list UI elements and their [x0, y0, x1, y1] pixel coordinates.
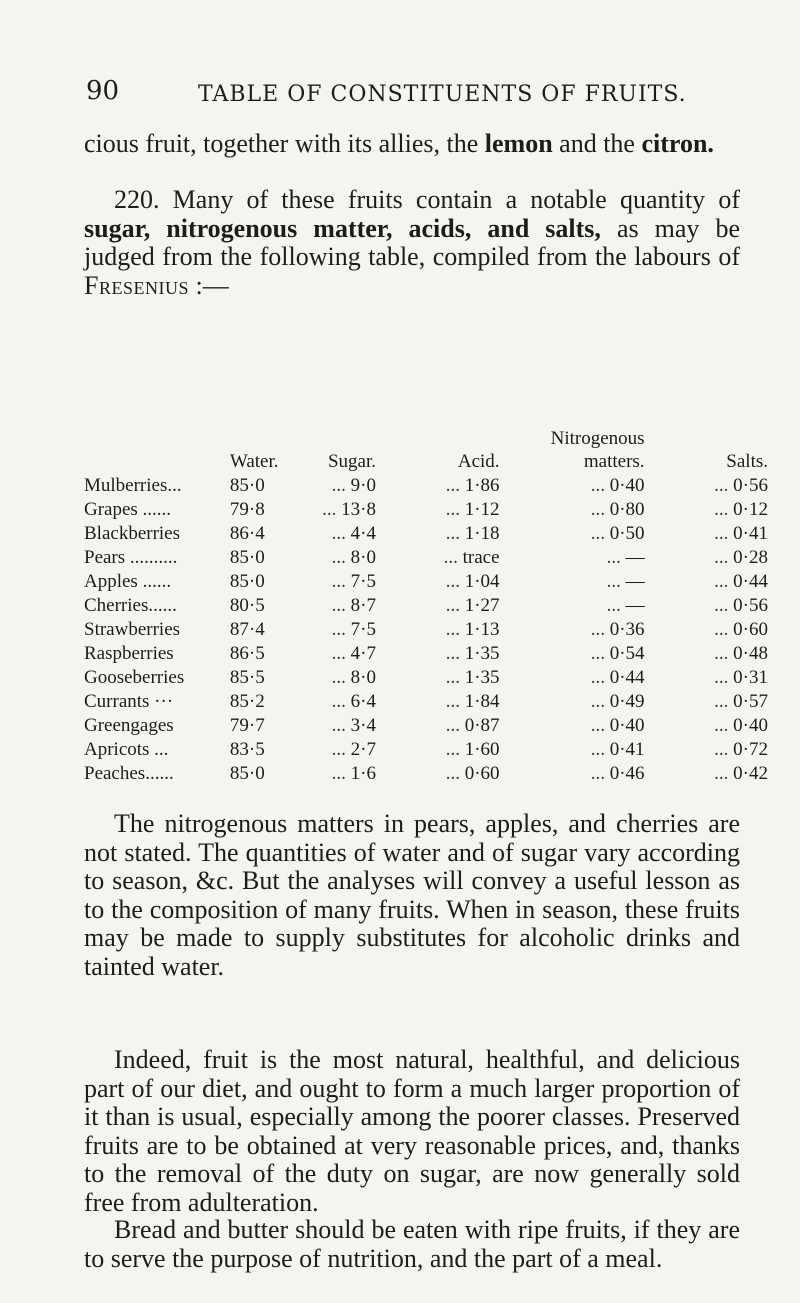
leader-dots: ... [714, 643, 734, 664]
leader-dots: ... [590, 643, 610, 664]
header-salts: Salts. [726, 451, 768, 472]
table-row [84, 762, 770, 786]
row-acid: ... trace [443, 547, 500, 568]
row-nitro: ... 0·44 [590, 667, 645, 688]
row-sugar: ... 1·6 [331, 763, 376, 784]
table-row [84, 570, 770, 594]
row-nitro: ... — [606, 595, 645, 616]
row-nitro: ... 0·54 [590, 643, 645, 664]
leader-dots: ... [445, 667, 465, 688]
row-sugar: ... 6·4 [331, 691, 376, 712]
row-name: Strawberries [84, 619, 181, 640]
row-salts: ... 0·12 [714, 499, 768, 520]
leader-dots: ... [590, 691, 610, 712]
row-water: 85·0 [229, 571, 265, 592]
leader-dots: ... [590, 715, 610, 736]
p2-text-c: :— [188, 270, 229, 300]
p2-author: Fresenius [84, 270, 189, 300]
row-sugar: ... 7·5 [331, 571, 376, 592]
leader-dots: ... [331, 619, 351, 640]
row-sugar: ... 9·0 [331, 475, 376, 496]
p2-text-a: 220. Many of these fruits contain a notable quantity of [114, 185, 740, 214]
leader-dots: ... [714, 667, 734, 688]
leader-dots: ... [445, 499, 465, 520]
leader-dots: ... [331, 715, 351, 736]
row-name: Currants ··· [84, 691, 174, 712]
row-name: Blackberries [84, 523, 181, 544]
row-acid: ... 1·84 [445, 691, 500, 712]
row-nitro: ... 0·49 [590, 691, 645, 712]
leader-dots: ... [445, 715, 465, 736]
leader-dots: ... [331, 475, 351, 496]
table-row [84, 738, 770, 762]
row-water: 86·5 [229, 643, 265, 664]
row-salts: ... 0·48 [714, 643, 768, 664]
leader-dots: ... [590, 763, 610, 784]
row-acid: ... 0·87 [445, 715, 500, 736]
leader-dots: ... [606, 595, 626, 616]
leader-dots: ... [322, 499, 342, 520]
header-water: Water. [229, 451, 279, 472]
leader-dots: ... [331, 667, 351, 688]
leader-dots: ... [331, 523, 351, 544]
fruit-constituents-table [84, 428, 770, 786]
p1-bold-lemon: lemon [484, 129, 553, 158]
table-row [84, 474, 770, 498]
row-nitro: ... 0·40 [590, 715, 645, 736]
row-sugar: ... 8·0 [331, 667, 376, 688]
row-acid: ... 1·04 [445, 571, 500, 592]
row-name: Pears .......... [84, 547, 178, 568]
row-nitro: ... — [606, 571, 645, 592]
paragraph-3: The nitrogenous matters in pears, apples, and cherries are not stated. The quantities of water and of sugar vary according to season, &c. But the analyses will convey a useful lesson as to the composition of many fruits. When in season, these fruits may be made to supply substitutes for alcoholic drinks and tainted water. [84, 809, 740, 981]
header-nitrogenous: Nitrogenous [550, 428, 645, 449]
row-name: Mulberries... [84, 475, 182, 496]
row-sugar: ... 3·4 [331, 715, 376, 736]
row-salts: ... 0·44 [714, 571, 768, 592]
leader-dots: ... [714, 739, 734, 760]
row-nitro: ... 0·50 [590, 523, 645, 544]
row-salts: ... 0·41 [714, 523, 768, 544]
table-row [84, 498, 770, 522]
row-name: Gooseberries [84, 667, 185, 688]
p1-bold-citron: citron. [641, 129, 714, 158]
leader-dots: ... [714, 763, 734, 784]
row-salts: ... 0·57 [714, 691, 768, 712]
table-row [84, 714, 770, 738]
leader-dots: ... [590, 667, 610, 688]
leader-dots: ... [714, 715, 734, 736]
row-salts: ... 0·60 [714, 619, 768, 640]
header-sugar: Sugar. [327, 451, 376, 472]
row-salts: ... 0·56 [714, 595, 768, 616]
paragraph-1 [84, 130, 740, 159]
table-row [84, 546, 770, 570]
leader-dots: ... [714, 499, 734, 520]
leader-dots: ... [331, 643, 351, 664]
leader-dots: ... [445, 763, 465, 784]
leader-dots: ... [714, 595, 734, 616]
running-title: TABLE OF CONSTITUENTS OF FRUITS. [198, 82, 687, 107]
table-row [84, 666, 770, 690]
row-water: 85·2 [229, 691, 265, 712]
leader-dots: ... [331, 571, 351, 592]
row-name: Raspberries [84, 643, 174, 664]
leader-dots: ... [590, 619, 610, 640]
row-acid: ... 1·13 [445, 619, 500, 640]
row-salts: ... 0·40 [714, 715, 768, 736]
row-acid: ... 1·35 [445, 643, 500, 664]
row-nitro: ... 0·41 [590, 739, 645, 760]
row-acid: ... 1·18 [445, 523, 500, 544]
row-name: Apples ...... [84, 571, 172, 592]
leader-dots: ... [714, 571, 734, 592]
leader-dots: ... [445, 619, 465, 640]
row-water: 83·5 [229, 739, 265, 760]
row-acid: ... 0·60 [445, 763, 500, 784]
leader-dots: ... [445, 643, 465, 664]
leader-dots: ... [331, 547, 351, 568]
leader-dots: ... [606, 571, 626, 592]
header-matters: matters. [583, 451, 645, 472]
row-salts: ... 0·72 [714, 739, 768, 760]
leader-dots: ... [714, 523, 734, 544]
paragraph-5: Bread and butter should be eaten with ripe fruits, if they are to serve the purpose of nutrition, and the part of a meal. [84, 1215, 740, 1273]
leader-dots: ... [331, 691, 351, 712]
row-name: Greengages [84, 715, 174, 736]
leader-dots: ... [590, 739, 610, 760]
row-acid: ... 1·27 [445, 595, 500, 616]
leader-dots: ... [331, 739, 351, 760]
leader-dots: ... [606, 547, 626, 568]
row-nitro: ... 0·80 [590, 499, 645, 520]
row-salts: ... 0·31 [714, 667, 768, 688]
table-row [84, 522, 770, 546]
row-acid: ... 1·12 [445, 499, 500, 520]
leader-dots: ... [445, 571, 465, 592]
leader-dots: ... [714, 547, 734, 568]
leader-dots: ... [714, 619, 734, 640]
row-salts: ... 0·42 [714, 763, 768, 784]
row-water: 80·5 [229, 595, 265, 616]
row-water: 85·0 [229, 475, 265, 496]
row-salts: ... 0·28 [714, 547, 768, 568]
table-row [84, 642, 770, 666]
table-row [84, 618, 770, 642]
row-sugar: ... 4·4 [331, 523, 376, 544]
row-water: 85·0 [229, 547, 265, 568]
p2-text-b: as may be judged from the following table, compiled from the labours of [84, 213, 740, 271]
leader-dots: ... [714, 691, 734, 712]
row-sugar: ... 13·8 [322, 499, 376, 520]
leader-dots: ... [714, 475, 734, 496]
leader-dots: ... [331, 595, 351, 616]
p1-text-b: and the [552, 129, 642, 158]
row-nitro: ... 0·36 [590, 619, 645, 640]
row-nitro: ... 0·40 [590, 475, 645, 496]
row-acid: ... 1·86 [445, 475, 500, 496]
row-sugar: ... 7·5 [331, 619, 376, 640]
row-sugar: ... 2·7 [331, 739, 376, 760]
row-sugar: ... 4·7 [331, 643, 376, 664]
row-name: Cherries...... [84, 595, 177, 616]
p2-bold-constituents: sugar, nitrogenous matter, acids, and salts, [84, 213, 601, 243]
row-nitro: ... — [606, 547, 645, 568]
row-acid: ... 1·35 [445, 667, 500, 688]
leader-dots: ... [443, 547, 463, 568]
row-water: 86·4 [229, 523, 265, 544]
row-water: 85·5 [229, 667, 265, 688]
row-sugar: ... 8·7 [331, 595, 376, 616]
leader-dots: ... [445, 523, 465, 544]
row-water: 79·8 [229, 499, 265, 520]
row-name: Grapes ...... [84, 499, 172, 520]
row-acid: ... 1·60 [445, 739, 500, 760]
leader-dots: ... [445, 475, 465, 496]
leader-dots: ... [590, 499, 610, 520]
p1-text-a: cious fruit, together with its allies, the [84, 129, 485, 158]
table-row [84, 594, 770, 618]
header-acid: Acid. [457, 451, 500, 472]
row-water: 87·4 [229, 619, 265, 640]
leader-dots: ... [445, 691, 465, 712]
row-water: 85·0 [229, 763, 265, 784]
table-row [84, 690, 770, 714]
leader-dots: ... [331, 763, 351, 784]
row-water: 79·7 [229, 715, 265, 736]
leader-dots: ... [590, 475, 610, 496]
row-name: Apricots ... [84, 739, 169, 760]
leader-dots: ... [590, 523, 610, 544]
row-nitro: ... 0·46 [590, 763, 645, 784]
page-number: 90 [86, 76, 120, 106]
paragraph-4: Indeed, fruit is the most natural, healthful, and delicious part of our diet, and ought to form a much larger proportion of it than is usual, especially among the poorer classes. Preserved fruits are to be obtained at very reasonable prices, and, thanks to the removal of the duty on sugar, are now generally sold free from adulteration. [84, 1045, 740, 1217]
row-salts: ... 0·56 [714, 475, 768, 496]
paragraph-2 [84, 186, 740, 300]
leader-dots: ... [445, 595, 465, 616]
row-sugar: ... 8·0 [331, 547, 376, 568]
leader-dots: ... [445, 739, 465, 760]
row-name: Peaches...... [84, 763, 174, 784]
page-header [86, 76, 726, 112]
